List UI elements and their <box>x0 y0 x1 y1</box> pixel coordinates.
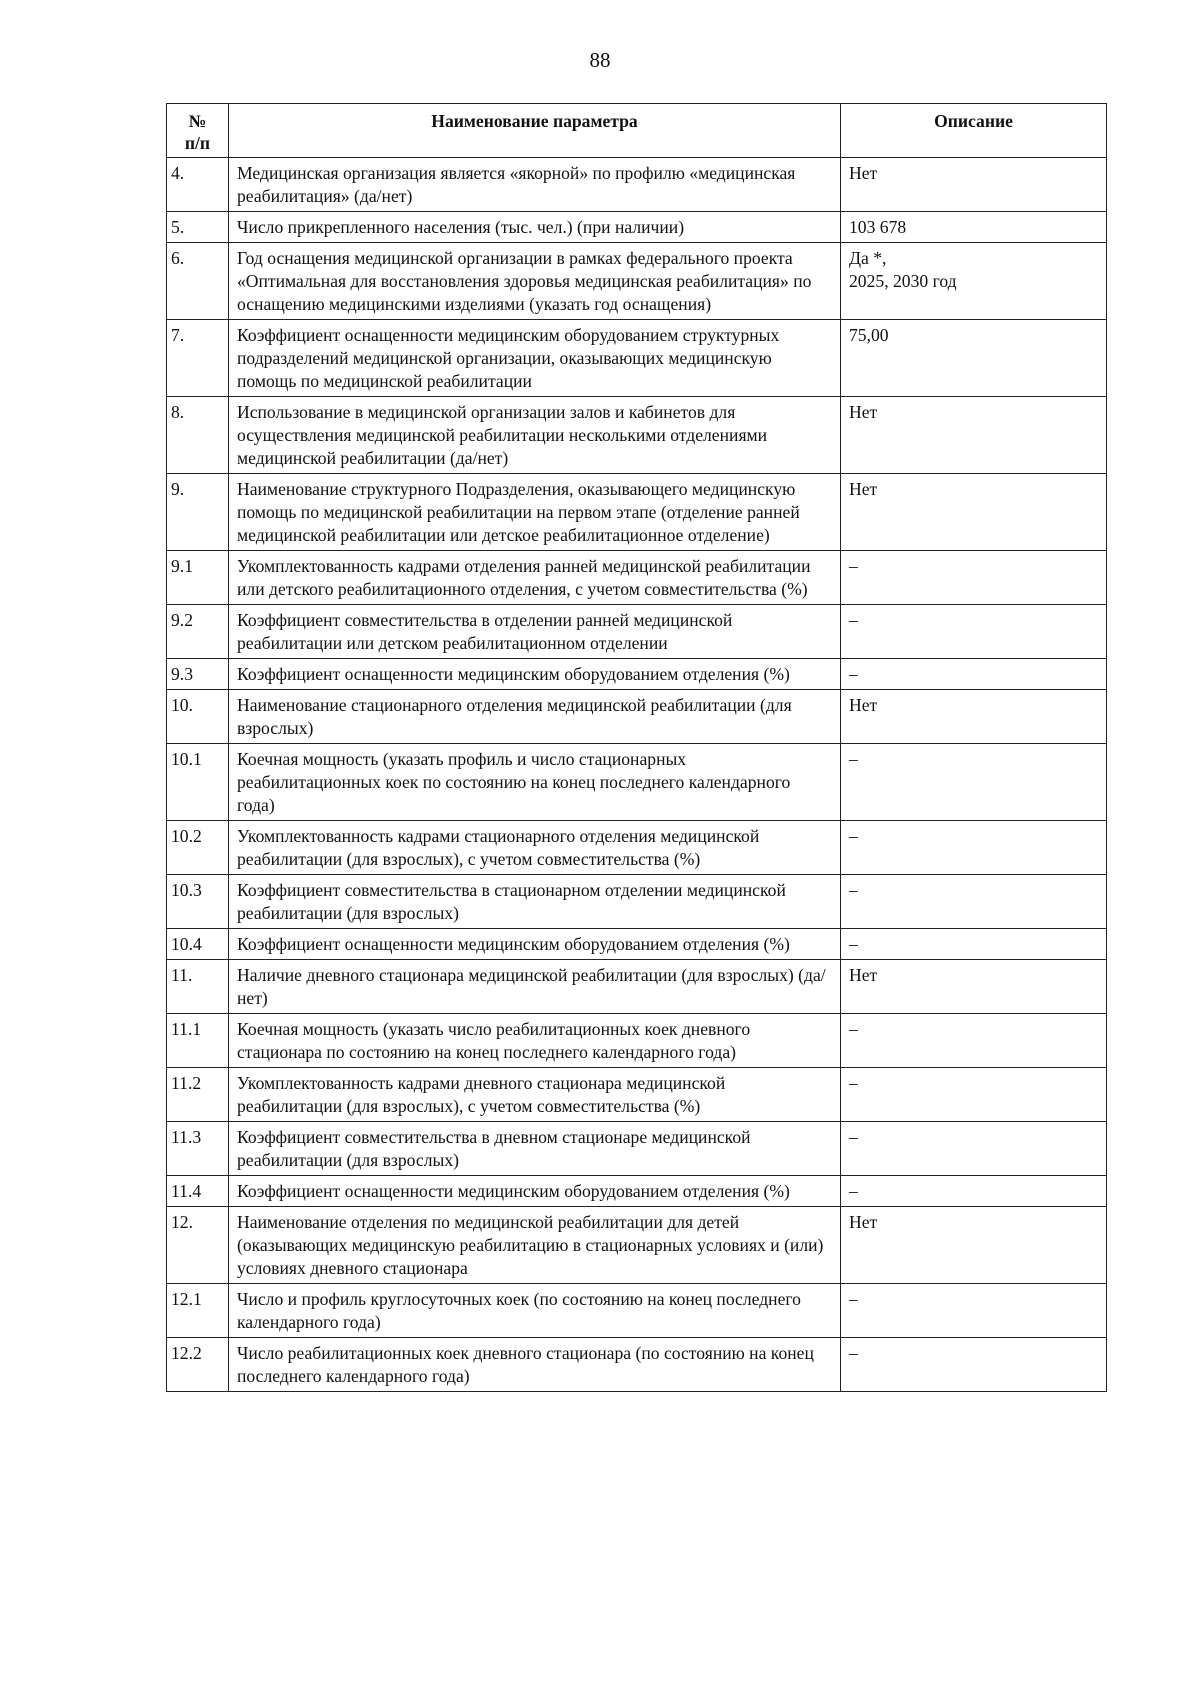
row-number: 11.4 <box>167 1176 229 1207</box>
description-line: Нет <box>849 479 878 499</box>
table-row <box>167 1338 1107 1392</box>
parameter-description <box>841 474 1107 551</box>
parameter-name: Наименование структурного Подразделения, оказывающего медицинскую помощь по медицинской реабилитации на первом этапе (отделение ранней медицинской реабилитации или детское реабилитационное отделение) <box>229 474 841 551</box>
table-row <box>167 1176 1107 1207</box>
parameter-name: Укомплектованность кадрами отделения ранней медицинской реабилитации или детского реабилитационного отделения, с учетом совместительства (%) <box>229 551 841 605</box>
description-line: Нет <box>849 163 878 183</box>
table-row <box>167 320 1107 397</box>
parameter-description <box>841 960 1107 1014</box>
parameter-name: Коэффициент совместительства в стационарном отделении медицинской реабилитации (для взрослых) <box>229 875 841 929</box>
parameter-description <box>841 659 1107 690</box>
parameter-description <box>841 212 1107 243</box>
header-number-abbr: п/п <box>184 133 211 153</box>
description-line: – <box>849 1073 858 1093</box>
row-number: 10.3 <box>167 875 229 929</box>
parameter-name: Наименование отделения по медицинской реабилитации для детей (оказывающих медицинскую реабилитацию в стационарных условиях и (или) условиях дневного стационара <box>229 1207 841 1284</box>
table-row <box>167 744 1107 821</box>
table-body <box>167 158 1107 1392</box>
description-line: – <box>849 1127 858 1147</box>
parameter-description <box>841 1338 1107 1392</box>
row-number: 9.2 <box>167 605 229 659</box>
row-number: 9.3 <box>167 659 229 690</box>
parameter-name: Число реабилитационных коек дневного стационара (по состоянию на конец последнего календарного года) <box>229 1338 841 1392</box>
parameter-description <box>841 1014 1107 1068</box>
parameter-description <box>841 875 1107 929</box>
parameter-name: Наличие дневного стационара медицинской реабилитации (для взрослых) (да/нет) <box>229 960 841 1014</box>
parameter-description <box>841 821 1107 875</box>
header-description: Описание <box>841 104 1107 158</box>
parameter-description <box>841 320 1107 397</box>
table-row <box>167 1068 1107 1122</box>
table-row <box>167 243 1107 320</box>
parameter-name: Коэффициент совместительства в дневном стационаре медицинской реабилитации (для взрослых) <box>229 1122 841 1176</box>
table-row <box>167 551 1107 605</box>
page-number: 88 <box>589 48 611 72</box>
description-line: – <box>849 1343 858 1363</box>
description-line: – <box>849 1289 858 1309</box>
row-number: 12.2 <box>167 1338 229 1392</box>
row-number: 7. <box>167 320 229 397</box>
description-line: – <box>849 826 858 846</box>
table-row <box>167 474 1107 551</box>
description-line: – <box>849 880 858 900</box>
parameter-description <box>841 397 1107 474</box>
row-number: 9. <box>167 474 229 551</box>
table-row <box>167 821 1107 875</box>
parameter-description <box>841 1284 1107 1338</box>
parameter-name: Коэффициент оснащенности медицинским оборудованием структурных подразделений медицинской организации, оказывающих медицинскую помощь по медицинской реабилитации <box>229 320 841 397</box>
row-number: 5. <box>167 212 229 243</box>
parameter-description <box>841 744 1107 821</box>
description-line: – <box>849 556 858 576</box>
table-row <box>167 875 1107 929</box>
parameter-description <box>841 243 1107 320</box>
header-number <box>167 104 229 158</box>
description-line: – <box>849 610 858 630</box>
parameter-description <box>841 158 1107 212</box>
description-line: Нет <box>849 965 878 985</box>
row-number: 8. <box>167 397 229 474</box>
parameter-name: Год оснащения медицинской организации в рамках федерального проекта «Оптимальная для восстановления здоровья медицинская реабилитация» по оснащению медицинскими изделиями (указать год оснащения) <box>229 243 841 320</box>
parameter-name: Медицинская организация является «якорной» по профилю «медицинская реабилитация» (да/нет) <box>229 158 841 212</box>
description-line: Да *, <box>849 248 887 268</box>
table-row <box>167 1284 1107 1338</box>
description-line: – <box>849 934 858 954</box>
row-number: 10.2 <box>167 821 229 875</box>
row-number: 11. <box>167 960 229 1014</box>
parameter-name: Коэффициент оснащенности медицинским оборудованием отделения (%) <box>229 929 841 960</box>
table-row <box>167 212 1107 243</box>
table-row <box>167 1207 1107 1284</box>
parameter-name: Укомплектованность кадрами дневного стационара медицинской реабилитации (для взрослых), с учетом совместительства (%) <box>229 1068 841 1122</box>
parameter-description <box>841 605 1107 659</box>
parameter-name: Коэффициент совместительства в отделении ранней медицинской реабилитации или детском реабилитационном отделении <box>229 605 841 659</box>
parameter-description <box>841 1207 1107 1284</box>
row-number: 6. <box>167 243 229 320</box>
row-number: 10. <box>167 690 229 744</box>
row-number: 11.3 <box>167 1122 229 1176</box>
parameter-description <box>841 1176 1107 1207</box>
parameter-name: Коечная мощность (указать число реабилитационных коек дневного стационара по состоянию на конец последнего календарного года) <box>229 1014 841 1068</box>
parameter-name: Коечная мощность (указать профиль и число стационарных реабилитационных коек по состоянию на конец последнего календарного года) <box>229 744 841 821</box>
table-row <box>167 1014 1107 1068</box>
parameter-name: Укомплектованность кадрами стационарного отделения медицинской реабилитации (для взрослых), с учетом совместительства (%) <box>229 821 841 875</box>
description-line: Нет <box>849 695 878 715</box>
table-row <box>167 659 1107 690</box>
description-line: Нет <box>849 402 878 422</box>
table-row <box>167 1122 1107 1176</box>
row-number: 10.4 <box>167 929 229 960</box>
parameter-description <box>841 929 1107 960</box>
table-row <box>167 960 1107 1014</box>
parameter-name: Наименование стационарного отделения медицинской реабилитации (для взрослых) <box>229 690 841 744</box>
table-row <box>167 690 1107 744</box>
header-parameter-name: Наименование параметра <box>229 104 841 158</box>
parameter-name: Использование в медицинской организации залов и кабинетов для осуществления медицинской реабилитации несколькими отделениями медицинской реабилитации (да/нет) <box>229 397 841 474</box>
header-number-sign: № <box>188 111 207 131</box>
description-line: – <box>849 749 858 769</box>
table-row <box>167 605 1107 659</box>
table-header-row <box>167 104 1107 158</box>
description-line: – <box>849 1019 858 1039</box>
row-number: 10.1 <box>167 744 229 821</box>
parameter-description <box>841 551 1107 605</box>
description-line: 75,00 <box>849 325 889 345</box>
parameter-name: Коэффициент оснащенности медицинским оборудованием отделения (%) <box>229 659 841 690</box>
description-line: 2025, 2030 год <box>849 271 957 291</box>
parameters-table <box>166 103 1107 1392</box>
parameter-description <box>841 1122 1107 1176</box>
parameter-name: Коэффициент оснащенности медицинским оборудованием отделения (%) <box>229 1176 841 1207</box>
parameter-name: Число прикрепленного населения (тыс. чел.) (при наличии) <box>229 212 841 243</box>
table-row <box>167 158 1107 212</box>
table-row <box>167 397 1107 474</box>
description-line: – <box>849 1181 858 1201</box>
parameter-description <box>841 1068 1107 1122</box>
table-row <box>167 929 1107 960</box>
row-number: 11.2 <box>167 1068 229 1122</box>
row-number: 12. <box>167 1207 229 1284</box>
row-number: 9.1 <box>167 551 229 605</box>
row-number: 11.1 <box>167 1014 229 1068</box>
row-number: 4. <box>167 158 229 212</box>
row-number: 12.1 <box>167 1284 229 1338</box>
description-line: – <box>849 664 858 684</box>
description-line: Нет <box>849 1212 878 1232</box>
parameter-description <box>841 690 1107 744</box>
description-line: 103 678 <box>849 217 907 237</box>
parameter-name: Число и профиль круглосуточных коек (по состоянию на конец последнего календарного года) <box>229 1284 841 1338</box>
